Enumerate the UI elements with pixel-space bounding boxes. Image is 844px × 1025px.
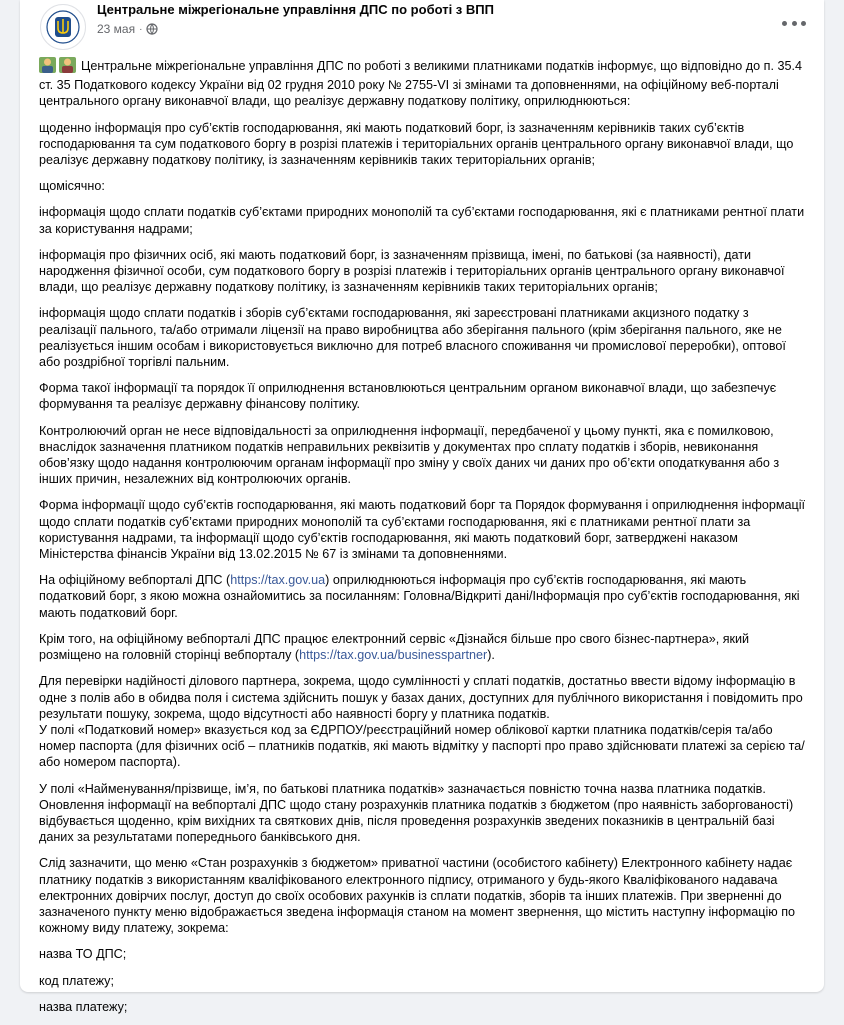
paragraph: інформація щодо сплати податків суб’єктами природних монополій та суб’єктами господарювання, які є платниками рентної плати за користування надрами; <box>39 205 805 236</box>
paragraph-text: Крім того, на офіційному вебпорталі ДПС працює електронний сервіс «Дізнайся більше про свого бізнес-партнера», який розміщено на головній сторінці вебпорталу ( <box>39 631 750 663</box>
more-dot-icon <box>801 21 806 26</box>
paragraph: код платежу; <box>39 973 114 988</box>
paragraph: Форма такої інформації та порядок її оприлюднення встановлюються центральним органом виконавчої влади, що забезпечує формування та реалізує державну фінансову політику. <box>39 381 777 412</box>
paragraph: Для перевірки надійності ділового партнера, зокрема, щодо сумлінності у сплаті податків, достатньо ввести відому інформацію в одне з полів або в обидва поля і система здійснить пошук у базах даних, доступних для публічного використання і повідомить про результати пошуку, зокрема, щодо відсутності або наявності боргу у платника податків. <box>39 674 803 721</box>
paragraph-text: На офіційному вебпорталі ДПС ( <box>39 573 231 588</box>
businesspartner-link[interactable]: https://tax.gov.ua/businesspartner <box>299 648 488 663</box>
post-meta <box>97 22 158 36</box>
paragraph: щомісячно: <box>39 179 105 194</box>
paragraph: назва платежу; <box>39 999 128 1014</box>
paragraph-text: ) оприлюднюються інформація про суб’єктів господарювання, які мають податковий борг, з якою можна ознайомитись за посиланням: Головна/Відкриті дані/Інформація про суб’єктів господарювання, які мають податковий борг. <box>39 573 800 620</box>
globe-icon[interactable] <box>146 23 158 35</box>
more-options-button[interactable] <box>782 14 806 32</box>
more-dot-icon <box>782 21 787 26</box>
more-dot-icon <box>792 21 797 26</box>
paragraph: У полі «Податковий номер» вказується код за ЄДРПОУ/реєстраційний номер облікової картки платника податків/серія та/або номер паспорта (для фізичних осіб – платників податків, які мають відмітку у паспорті про право здійснювати платежі за серією та/або номером паспорта). <box>39 722 805 770</box>
page-name-link[interactable]: Центральне міжрегіональне управління ДПС по роботі з ВПП <box>97 2 494 17</box>
paragraph <box>39 57 809 110</box>
post-card <box>20 0 824 1014</box>
post-header <box>20 0 824 54</box>
meta-separator: · <box>139 23 143 35</box>
paragraph: У полі «Найменування/прізвище, ім’я, по батькові платника податків» зазначається повністю точна назва платника податків. <box>39 781 766 796</box>
post-body <box>39 57 809 1025</box>
paragraph: інформація щодо сплати податків і зборів суб’єктами господарювання, які зареєстровані платниками акцизного податку з реалізації пального, та/або отримали ліцензії на право виробництва або зберігання пального (крім зберігання пального, яке не реалізується іншим особам і використовується виключно для потреб власного споживання чи промислової переробки), оптової або роздрібної торгівлі пальним. <box>39 306 786 370</box>
paragraph: Контролюючий орган не несе відповідальності за оприлюднення інформації, передбаченої у цьому пункті, яка є помилковою, внаслідок зазначення платником податків неправильних реквізитів у документах про сплату податків і зборів, невиконання обов’язку щодо надання контролюючим органам інформації про зміну у своїх даних чи даних про об’єкти оподаткування або з інших причин, незалежних від контролюючих органів. <box>39 423 780 487</box>
post-date[interactable]: 23 мая <box>97 22 136 36</box>
paragraph: щоденно інформація про суб’єктів господарювання, які мають податковий борг, із зазначенням керівників таких суб’єктів господарювання та сум податкового боргу в розрізі платежів і територіальних органів центрального органу виконавчої влади, що реалізує державну податкову політику, із зазначенням керівників таких територіальних органів; <box>39 120 794 168</box>
paragraph-text: ). <box>487 648 495 663</box>
emoji-icons <box>39 57 77 77</box>
paragraph: Оновлення інформації на вебпорталі ДПС щодо стану розрахунків платника податків з бюджетом (про наявність заборгованості) відбувається щоденно, крім вихідних та святкових днів, після проведення розрахунків зведених показників в центральній базі даних за результатами попереднього банківського дня. <box>39 797 794 845</box>
tax-gov-link[interactable]: https://tax.gov.ua <box>230 573 326 588</box>
paragraph <box>39 631 809 663</box>
trident-logo-icon <box>46 10 80 44</box>
paragraph <box>39 572 809 621</box>
paragraph: інформація про фізичних осіб, які мають податковий борг, із зазначенням прізвища, імені, по батькові (за наявності), дати народження фізичної особи, сум податкового боргу в розрізі платежів і територіальних органів центрального органу виконавчої влади, що реалізує державну податкову політику, із зазначенням керівників таких територіальних органів; <box>39 247 785 295</box>
page-avatar[interactable] <box>40 4 86 50</box>
paragraph-text: Центральне міжрегіональне управління ДПС по роботі з великими платниками податків інформує, що відповідно до п. 35.4 ст. 35 Податкового кодексу України від 02 грудня 2010 року № 2755-VI зі змінами та доповненнями, на офіційному веб-порталі центрального органу виконавчої влади, що реалізує державну податкову політику, оприлюднюються: <box>39 59 802 109</box>
paragraph: назва ТО ДПС; <box>39 947 127 962</box>
paragraph: Слід зазначити, що меню «Стан розрахунків з бюджетом» приватної частини (особистого кабінету) Електронного кабінету надає платнику податків з використанням кваліфікованого електронного підпису, отриманого у будь-якого Кваліфікованого надавача електронних довірчих послуг, доступ до своїх особових рахунків із сплати податків, зборів та інших платежів. При зверненні до зазначеного пункту меню відображається зведена інформація станом на момент звернення, що містить наступну інформацію по кожному виду платежу, зокрема: <box>39 856 796 936</box>
people-emoji-icon <box>39 57 77 73</box>
paragraph: Форма інформації щодо суб’єктів господарювання, які мають податковий борг та Порядок формування і оприлюднення інформації щодо сплати податків суб’єктами природних монополій та суб’єктами господарювання, які є платниками рентної плати за користування надрами, та інформації щодо суб’єктів господарювання, які мають податковий борг, затверджені наказом Міністерства фінансів України від 13.02.2015 № 67 із змінами та доповненнями. <box>39 498 806 562</box>
